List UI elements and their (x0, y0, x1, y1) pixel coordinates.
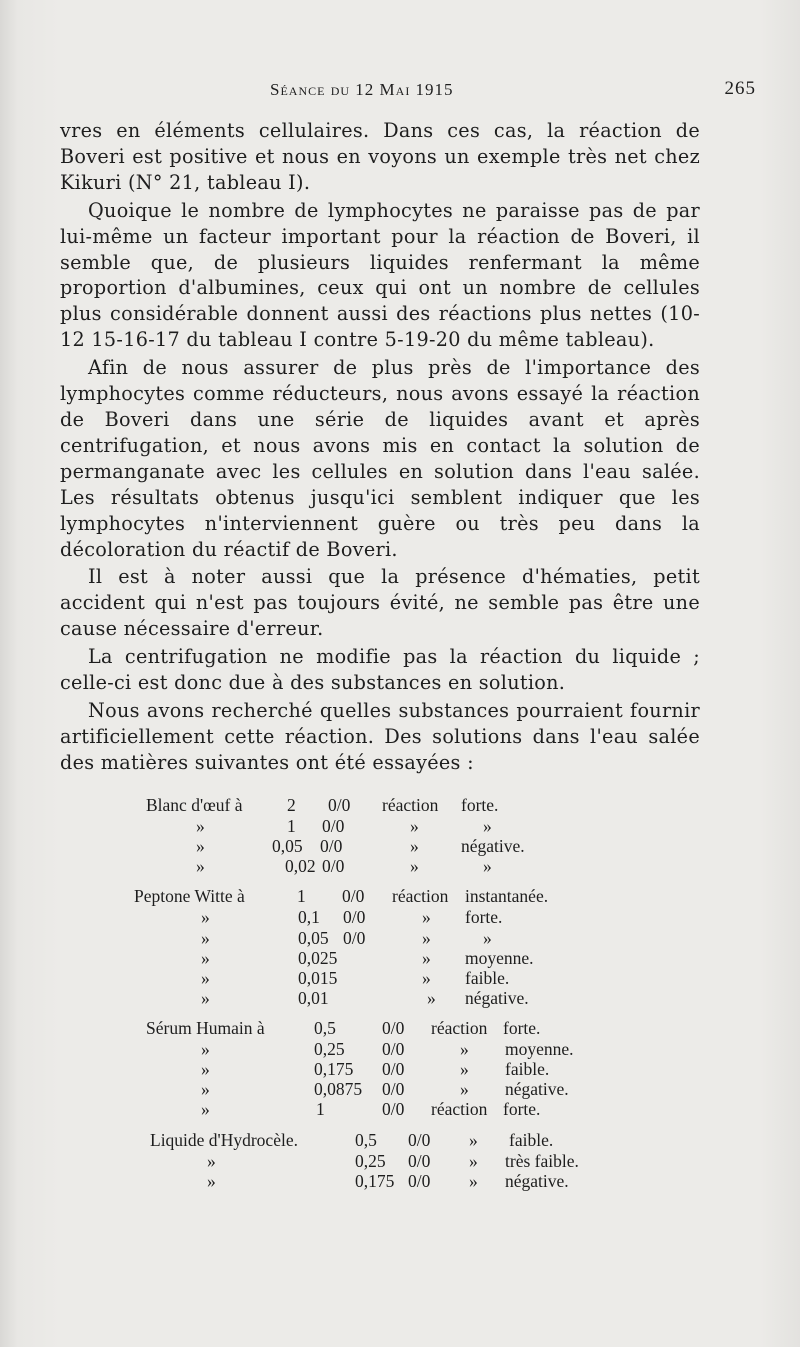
table-cell-conc: 0,5 (314, 1018, 336, 1038)
table-cell-label: » (201, 968, 210, 988)
table-cell-result: très faible. (505, 1151, 579, 1171)
table-cell-result: moyenne. (465, 948, 534, 968)
running-header (60, 76, 756, 106)
table-cell-pct: 0/0 (408, 1130, 431, 1150)
table-cell-pct: 0/0 (343, 928, 366, 948)
table-cell-pct: 0/0 (382, 1059, 405, 1079)
header-title: Séance du 12 Mai 1915 (270, 80, 454, 99)
table-cell-result: négative. (505, 1079, 569, 1099)
table-cell-result: faible. (465, 968, 510, 988)
table-cell-result: négative. (465, 988, 529, 1008)
table-cell-conc: 1 (287, 816, 296, 836)
table-cell-result: faible. (509, 1130, 554, 1150)
table-cell-conc: 0,02 (285, 856, 316, 876)
table-cell-label: » (207, 1171, 216, 1191)
paragraph: Nous avons recherché quelles substances pourraient fournir artificiellement cette réaction. Des solutions dans l'eau salée des matières suivantes ont été essayées : (60, 698, 700, 774)
paragraph: La centrifugation ne modifie pas la réaction du liquide ; celle-ci est donc due à des substances en solution. (60, 645, 700, 695)
table-cell-conc: 0,175 (355, 1171, 395, 1191)
table-cell-conc: 0,175 (314, 1059, 354, 1079)
table-cell-label: Peptone Witte à (134, 886, 245, 906)
table-cell-mark: » (410, 816, 419, 836)
table-cell-result: forte. (503, 1018, 541, 1038)
table-cell-pct: 0/0 (320, 836, 343, 856)
table-cell-conc: 0,01 (298, 988, 329, 1008)
paragraph: vres en éléments cellulaires. Dans ces cas, la réaction de Boveri est positive et nous en voyons un exemple très net chez Kikuri (N° 21, tableau I). (60, 119, 700, 194)
body-text (60, 118, 700, 778)
table-cell-label: » (201, 1059, 210, 1079)
table-cell-mark: » (422, 968, 431, 988)
table-cell-mark: » (422, 907, 431, 927)
table-cell-pct: 0/0 (322, 856, 345, 876)
table-cell-mark: » (469, 1130, 478, 1150)
table-cell-result: négative. (461, 836, 525, 856)
table-cell-pct: 0/0 (343, 907, 366, 927)
table-cell-label: » (196, 836, 205, 856)
table-cell-pct: 0/0 (328, 795, 351, 815)
table-cell-result: instantanée. (465, 886, 549, 906)
table-cell-result: » (483, 816, 492, 836)
table-cell-result: forte. (461, 795, 499, 815)
table-cell-pct: 0/0 (342, 886, 365, 906)
table-cell-label: Sérum Humain à (146, 1018, 265, 1038)
table-cell-label: » (201, 907, 210, 927)
table-cell-conc: 0,0875 (314, 1079, 363, 1099)
table-cell-label: » (201, 928, 210, 948)
table-cell-label: » (201, 948, 210, 968)
table-cell-conc: 1 (297, 886, 306, 906)
page-number: 265 (724, 78, 756, 99)
table-cell-conc: 0,25 (314, 1039, 345, 1059)
table-cell-label: » (201, 1099, 210, 1119)
table-cell-label: » (201, 1079, 210, 1099)
table-cell-result: » (483, 856, 492, 876)
paragraph: Il est à noter aussi que la présence d'hématies, petit accident qui n'est pas toujours évité, ne semble pas être une cause nécessaire d'erreur. (60, 565, 700, 641)
table-cell-pct: 0/0 (382, 1039, 405, 1059)
table-cell-mark: réaction (392, 886, 449, 906)
table-cell-pct: 0/0 (408, 1171, 431, 1191)
table-cell-mark: » (460, 1039, 469, 1059)
table-cell-mark: » (469, 1171, 478, 1191)
table-cell-mark: réaction (431, 1099, 488, 1119)
paragraph: Quoique le nombre de lymphocytes ne paraisse pas de par lui-même un facteur important pour la réaction de Boveri, il semble que, de plusieurs liquides renfermant la même proportion d'albumines, ceux qui ont un nombre de cellules plus considérable donnent aussi des réactions plus nettes (10-12 15-16-17 du tableau I contre 5-19-20 du même tableau). (60, 198, 700, 352)
table-cell-mark: réaction (382, 795, 439, 815)
table-cell-mark: » (469, 1151, 478, 1171)
table-cell-result: faible. (505, 1059, 550, 1079)
table-cell-mark: » (427, 988, 436, 1008)
table-cell-mark: » (460, 1079, 469, 1099)
table-cell-conc: 2 (287, 795, 296, 815)
table-cell-result: négative. (505, 1171, 569, 1191)
table-cell-conc: 0,015 (298, 968, 338, 988)
table-cell-conc: 0,05 (298, 928, 329, 948)
table-cell-result: moyenne. (505, 1039, 574, 1059)
table-cell-result: forte. (465, 907, 503, 927)
table-cell-mark: » (410, 836, 419, 856)
table-cell-mark: » (460, 1059, 469, 1079)
table-cell-pct: 0/0 (322, 816, 345, 836)
table-cell-mark: » (422, 948, 431, 968)
table-cell-label: Liquide d'Hydrocèle. (150, 1130, 298, 1150)
table-cell-conc: 0,05 (272, 836, 303, 856)
table-cell-mark: » (410, 856, 419, 876)
table-cell-conc: 0,1 (298, 907, 320, 927)
table-cell-label: » (196, 856, 205, 876)
table-cell-mark: réaction (431, 1018, 488, 1038)
table-cell-label: » (201, 988, 210, 1008)
table-cell-pct: 0/0 (408, 1151, 431, 1171)
paragraph: Afin de nous assurer de plus près de l'importance des lymphocytes comme réducteurs, nous avons essayé la réaction de Boveri dans une série de liquides avant et après centrifugation, et nous avons mis en contact la solution de permanganate avec les cellules en solution dans l'eau salée. Les résultats obtenus jusqu'ici semblent indiquer que les lymphocytes n'interviennent guère ou très peu dans la décoloration du réactif de Boveri. (60, 356, 700, 561)
table-cell-pct: 0/0 (382, 1099, 405, 1119)
table-cell-label: » (207, 1151, 216, 1171)
table-cell-pct: 0/0 (382, 1018, 405, 1038)
table-cell-conc: 0,025 (298, 948, 338, 968)
table-cell-label: Blanc d'œuf à (146, 795, 243, 815)
table-cell-conc: 0,5 (355, 1130, 377, 1150)
table-cell-result: forte. (503, 1099, 541, 1119)
table-cell-result: » (483, 928, 492, 948)
table-cell-label: » (201, 1039, 210, 1059)
table-cell-conc: 1 (316, 1099, 325, 1119)
table-cell-label: » (196, 816, 205, 836)
table-cell-conc: 0,25 (355, 1151, 386, 1171)
table-cell-pct: 0/0 (382, 1079, 405, 1099)
table-cell-mark: » (422, 928, 431, 948)
